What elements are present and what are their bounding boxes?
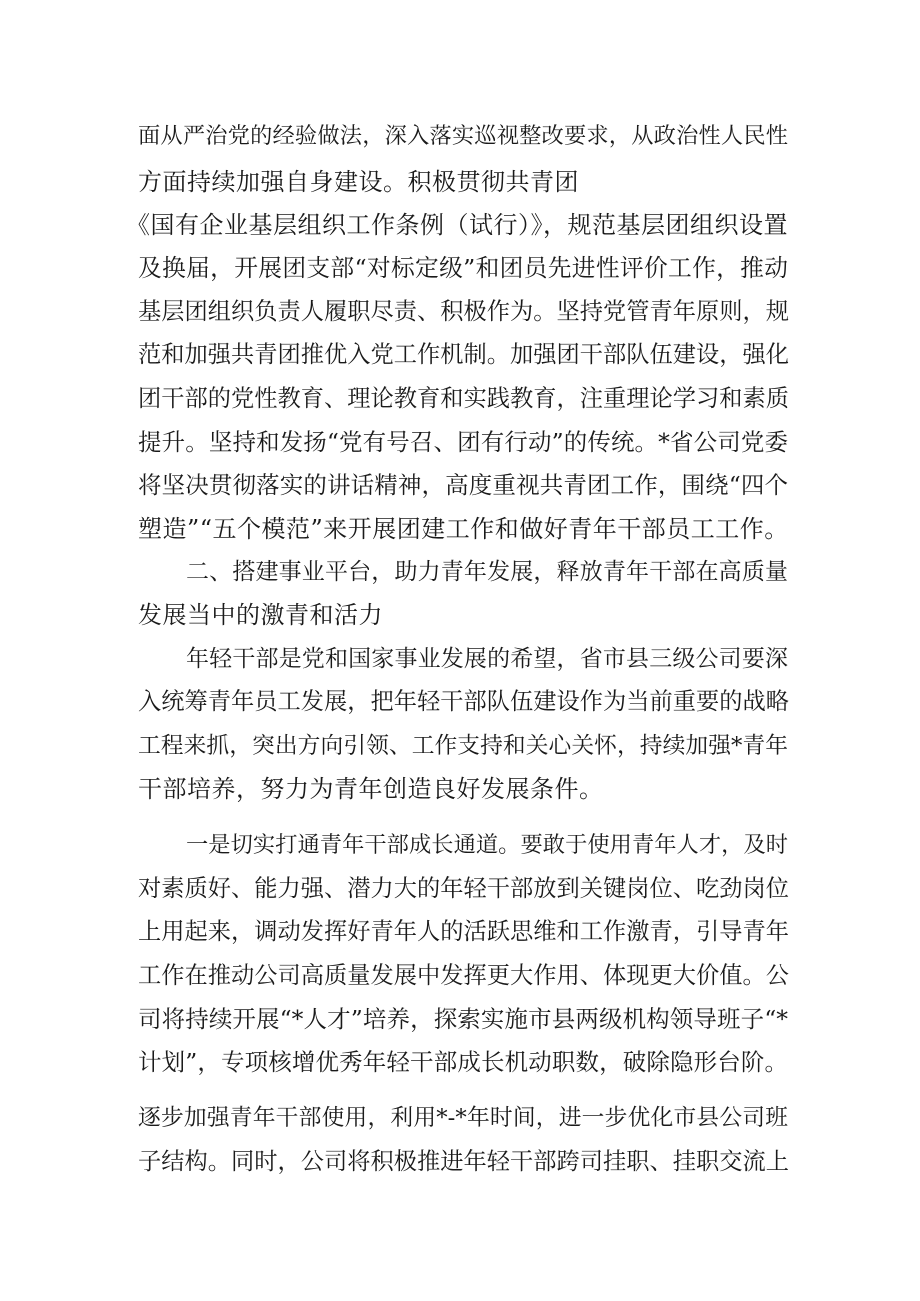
section-heading: 二、搭建事业平台，助力青年发展，释放青年干部在高质量 [186, 559, 788, 585]
text-line: 上用起来，调动发挥好青年人的活跃思维和工作激青，引导青年 [138, 918, 790, 945]
text-line: 范和加强共青团推优入党工作机制。加强团干部队伍建设，强化 [138, 341, 790, 368]
text-line: 计划”，专项核增优秀年轻干部成长机动职数，破除隐形台阶。 [138, 1048, 788, 1076]
text-line: 基层团组织负责人履职尽责、积极作为。坚持党管青年原则，规 [138, 298, 790, 325]
text-line: 团干部的党性教育、理论教育和实践教育，注重理论学习和素质 [138, 385, 790, 412]
text-line: 子结构。同时，公司将积极推进年轻干部跨司挂职、挂职交流上 [138, 1148, 790, 1175]
text-line: 逐步加强青年干部使用，利用*-*年时间，进一步优化市县公司班 [138, 1105, 788, 1131]
text-line: 面从严治党的经验做法，深入落实巡视整改要求，从政治性人民性 [138, 123, 788, 149]
text-line: 方面持续加强自身建设。积极贯彻共青团 [138, 168, 579, 196]
text-line: 对素质好、能力强、潜力大的年轻干部放到关键岗位、吃劲岗位 [138, 875, 790, 902]
section-heading: 发展当中的激青和活力 [138, 601, 383, 629]
text-line: 提升。坚持和发扬“党有号召、团有行动”的传统。*省公司党委 [138, 428, 788, 456]
text-line: 塑造”“五个模范”来开展团建工作和做好青年干部员工工作。 [138, 515, 789, 543]
text-line: 工作在推动公司高质量发展中发挥更大作用、体现更大价值。公 [138, 962, 790, 989]
text-line: 将坚决贯彻落实的讲话精神，高度重视共青团工作，围绕“四个 [138, 471, 788, 499]
text-line: 工程来抓，突出方向引领、工作支持和关心关怀，持续加强*青年 [138, 733, 788, 759]
text-line: 年轻干部是党和国家事业发展的希望，省市县三级公司要深 [186, 646, 788, 672]
text-line: 及换届，开展团支部“对标定级”和团员先进性评价工作，推动 [138, 254, 788, 282]
text-line: 入统筹青年员工发展，把年轻干部队伍建设作为当前重要的战略 [138, 688, 790, 715]
text-line: 司将持续开展“*人才”培养，探索实施市县两级机构领导班子“* [138, 1005, 788, 1033]
text-line: 《国有企业基层组织工作条例（试行）》，规范基层团组织设置 [126, 211, 788, 239]
text-line: 一是切实打通青年干部成长通道。要敢于使用青年人才，及时 [186, 832, 788, 858]
text-line: 干部培养，努力为青年创造良好发展条件。 [138, 775, 604, 803]
